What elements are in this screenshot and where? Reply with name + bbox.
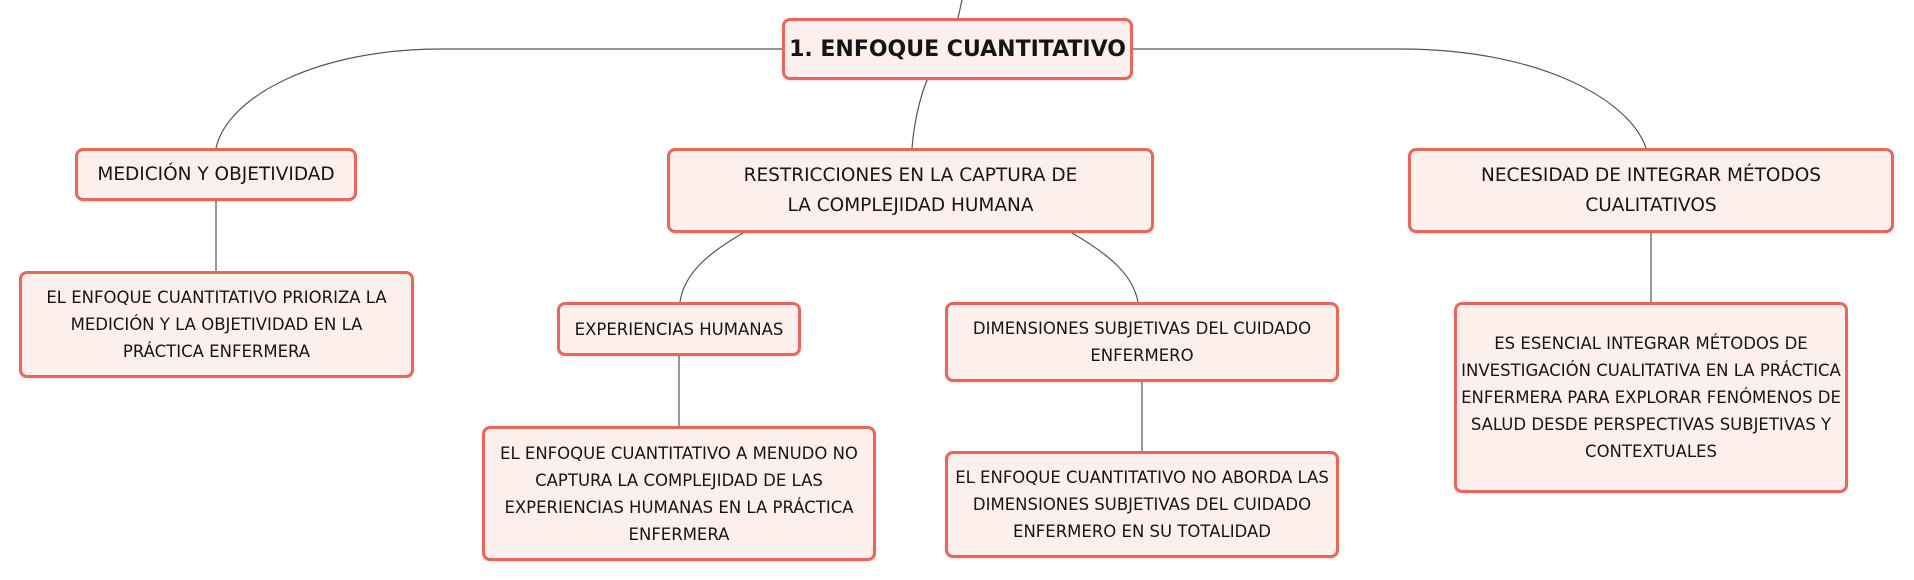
leaf-dimensiones-subjetivas-label: EL ENFOQUE CUANTITATIVO NO ABORDA LAS DIMENSIONES SUBJETIVAS DEL CUIDADO ENFERMERO EN SU TOTALIDAD: [955, 468, 1329, 541]
node-experiencias-humanas[interactable]: [557, 302, 801, 356]
connector-root-parent: [958, 0, 962, 18]
connector-restricciones-to-dimensiones: [1072, 233, 1138, 302]
connector-root-to-medicion: [216, 49, 782, 148]
leaf-medicion-objetividad-label: EL ENFOQUE CUANTITATIVO PRIORIZA LA MEDICIÓN Y LA OBJETIVIDAD EN LA PRÁCTICA ENFERMERA: [46, 288, 387, 361]
branch-necesidad-integrar-label: NECESIDAD DE INTEGRAR MÉTODOS CUALITATIVOS: [1480, 164, 1822, 216]
node-dimensiones-subjetivas-label: DIMENSIONES SUBJETIVAS DEL CUIDADO ENFERMERO: [972, 319, 1312, 365]
node-experiencias-humanas-label: EXPERIENCIAS HUMANAS: [574, 319, 784, 339]
connector-restricciones-to-experiencias: [680, 233, 743, 302]
connector-root-to-restricciones: [912, 80, 927, 148]
node-dimensiones-subjetivas[interactable]: [945, 302, 1339, 382]
branch-restricciones-complejidad-label: RESTRICCIONES EN LA CAPTURA DE LA COMPLEJIDAD HUMANA: [743, 164, 1078, 216]
leaf-necesidad-integrar-label: ES ESENCIAL INTEGRAR MÉTODOS DE INVESTIGACIÓN CUALITATIVA EN LA PRÁCTICA ENFERMERA PARA EXPLORAR FENÓMENOS DE SALUD DESDE PERSPECTIVAS SUBJETIVAS Y CONTEXTUALES: [1461, 334, 1841, 461]
branch-medicion-objetividad-label: MEDICIÓN Y OBJETIVIDAD: [97, 163, 335, 185]
root-node-label: 1. ENFOQUE CUANTITATIVO: [789, 36, 1126, 62]
leaf-dimensiones-subjetivas[interactable]: [945, 451, 1339, 558]
connector-root-to-necesidad: [1133, 49, 1646, 148]
branch-necesidad-integrar[interactable]: [1408, 148, 1894, 233]
branch-medicion-objetividad[interactable]: [75, 148, 357, 201]
leaf-experiencias-humanas[interactable]: [482, 426, 876, 561]
leaf-necesidad-integrar[interactable]: [1454, 302, 1848, 493]
leaf-medicion-objetividad[interactable]: [19, 271, 414, 378]
leaf-experiencias-humanas-label: EL ENFOQUE CUANTITATIVO A MENUDO NO CAPTURA LA COMPLEJIDAD DE LAS EXPERIENCIAS HUMANAS EN LA PRÁCTICA ENFERMERA: [500, 443, 858, 544]
root-node[interactable]: [782, 18, 1133, 80]
branch-restricciones-complejidad[interactable]: [667, 148, 1154, 233]
